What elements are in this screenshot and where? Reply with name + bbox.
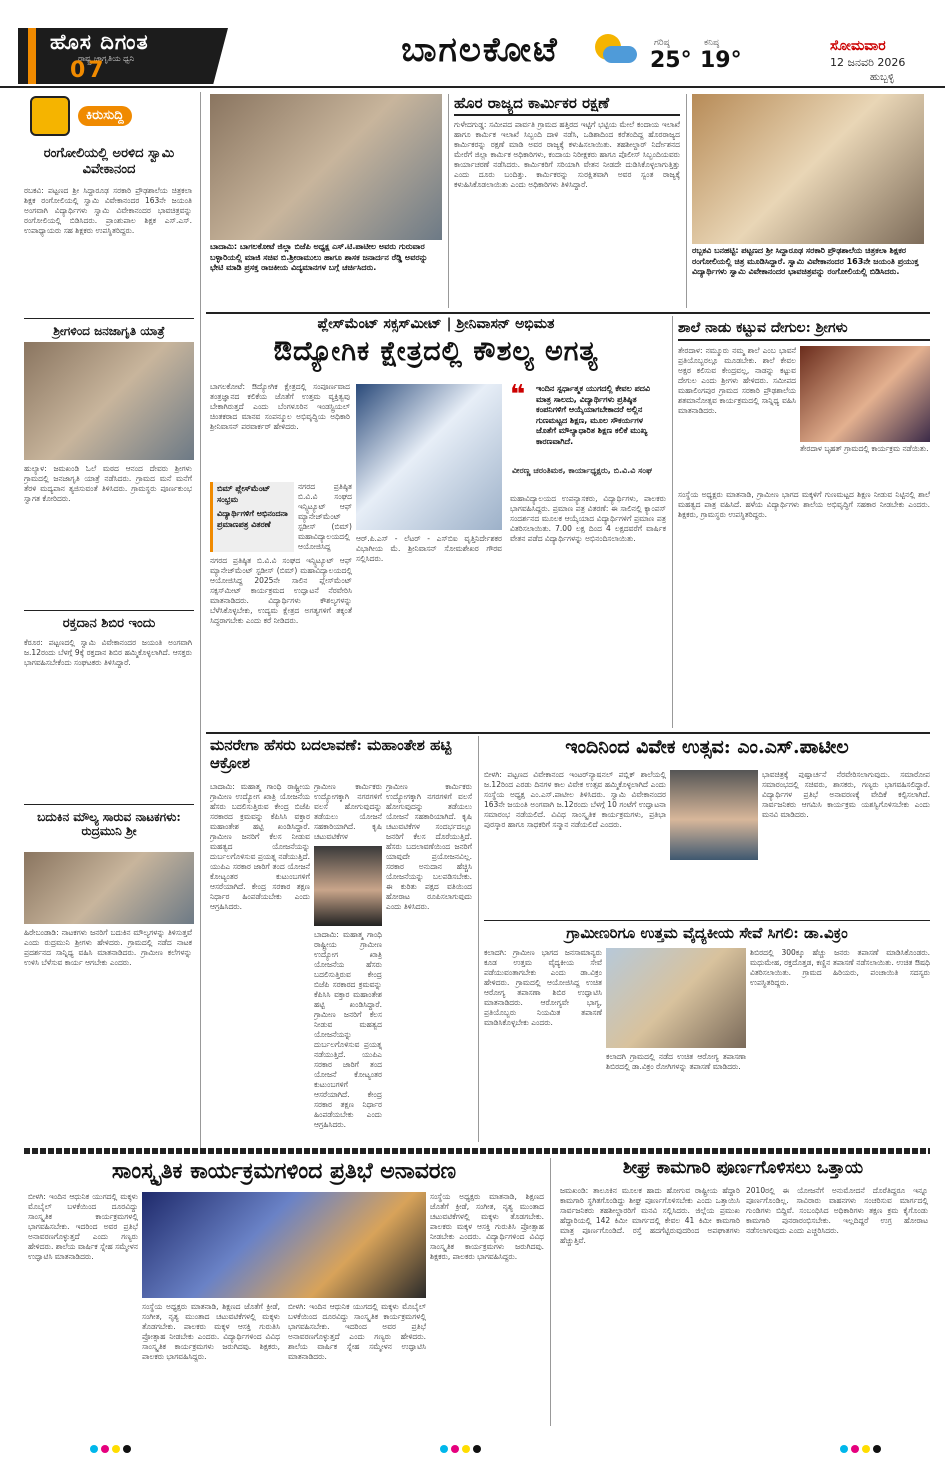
article-body: ಹುಲ್ಯಾಳ: ಜಮಖಂಡಿ ಓಲೆ ಮಠದ ಆನಂದ ದೇವರು ಶ್ರೀಗಳು ಗ್ರಾಮದಲ್ಲಿ ಜನಜಾಗೃತಿ ಯಾತ್ರೆ ನಡೆಸಿದರು. ಗ್ರಾಮದ ಮನೆ ಮನೆಗೆ ತೆರಳಿ ಮದ್ಯಪಾನ ತ್ಯಜಿಸುವಂತೆ ತಿಳಿಸಿದರು. ಗ್ರಾಮಸ್ಥರು ಪೂರ್ಣಕುಂಭ ಸ್ವಾಗತ ಕೋರಿದರು. [24, 464, 192, 503]
article-body: ಬಾದಾಮಿ: ಮಹಾತ್ಮ ಗಾಂಧಿ ರಾಷ್ಟ್ರೀಯ ಗ್ರಾಮೀಣ ಉದ್ಯೋಗ ಖಾತ್ರಿ ಯೋಜನೆಯ ಹೆಸರು ಬದಲಿಸುತ್ತಿರುವ ಕೇಂದ್ರ ಬಿಜೆಪಿ ಸರಕಾರದ ಕ್ರಮವನ್ನು ಕೆಪಿಸಿಸಿ ವಕ್ತಾರ ಮಹಾಂತೇಶ ಹಟ್ಟಿ ಖಂಡಿಸಿದ್ದಾರೆ. ಗ್ರಾಮೀಣ ಜನರಿಗೆ ಕೆಲಸ ನೀಡುವ ಮಹತ್ವದ ಯೋಜನೆಯನ್ನು ದುರ್ಬಲಗೊಳಿಸುವ ಪ್ರಯತ್ನ ನಡೆಯುತ್ತಿದೆ. ಯುಪಿಎ ಸರಕಾರ ಜಾರಿಗೆ ತಂದ ಯೋಜನೆ ಕೋಟ್ಯಂತರ ಕುಟುಂಬಗಳಿಗೆ ಆಸರೆಯಾಗಿದೆ. ಕೇಂದ್ರ ಸರಕಾರ ತಕ್ಷಣ ನಿರ್ಧಾರ ಹಿಂಪಡೆಯಬೇಕು ಎಂದು ಆಗ್ರಹಿಸಿದರು. [210, 782, 310, 911]
article-body: ನಗರದ ಪ್ರತಿಷ್ಠಿತ ಬಿ.ವಿ.ವಿ ಸಂಘದ ಇನ್ಸ್ಟಿಟ್ಯೂಟ್ ಆಫ್ ಮ್ಯಾನೇಜ್‌ಮೆಂಟ್ ಸ್ಟಡೀಸ್ (ಬಿಮ್) ಮಹಾವಿದ್ಯಾಲಯದಲ್ಲಿ ಆಯೋಜಿಸಿದ್ದ 2025ನೇ ಸಾಲಿನ ಪ್ಲೇಸ್‌ಮೆಂಟ್ ಸಕ್ಸಸ್‌ಮೀಟ್ ಕಾರ್ಯಕ್ರಮದ ಉದ್ಘಾಟನೆ ನೆರವೇರಿಸಿ ಮಾತನಾಡಿದರು. ವಿದ್ಯಾರ್ಥಿಗಳು ಕೌಶಲ್ಯಗಳನ್ನು ಬೆಳೆಸಿಕೊಳ್ಳಬೇಕು, ಉದ್ಯಮ ಕ್ಷೇತ್ರದ ಅಗತ್ಯಗಳಿಗೆ ತಕ್ಕಂತೆ ಸಿದ್ಧರಾಗಬೇಕು ಎಂದು ಕರೆ ನೀಡಿದರು. [210, 556, 352, 625]
registration-dot [473, 1445, 481, 1453]
column-rule [672, 316, 673, 728]
news-photo [692, 94, 924, 244]
divider [206, 312, 930, 314]
news-photo [24, 342, 194, 460]
registration-dot [462, 1445, 470, 1453]
column-rule [686, 94, 687, 308]
registration-dot [862, 1445, 870, 1453]
news-photo [142, 1192, 426, 1298]
news-photo [24, 852, 194, 924]
column-rule [550, 1158, 551, 1426]
column-rule [200, 92, 201, 1152]
article-title: ಸಾಂಸ್ಕೃತಿಕ ಕಾರ್ಯಕ್ರಮಗಳಿಂದ ಪ್ರತಿಭೆ ಅನಾವರಣ [111, 1158, 457, 1184]
article-title: ಮನರೇಗಾ ಹೆಸರು ಬದಲಾವಣೆ: ಮಹಾಂತೇಶ ಹಟ್ಟಿ ಆಕ್ರೋಶ [210, 736, 452, 772]
logo-stripe [28, 28, 36, 84]
max-temp: 25° [650, 48, 692, 73]
min-temp-label: ಕನಿಷ್ಠ [704, 38, 720, 48]
page-number: 07 [70, 58, 107, 83]
highlight-item: ಬಿಮ್ ಪ್ಲೇಸ್‌ಮೆಂಟ್ ಸಂಭ್ರಮ [217, 484, 271, 504]
registration-dot [840, 1445, 848, 1453]
registration-dot [101, 1445, 109, 1453]
article-body: ಬಾದಾಮಿ: ಮಹಾತ್ಮ ಗಾಂಧಿ ರಾಷ್ಟ್ರೀಯ ಗ್ರಾಮೀಣ ಉದ್ಯೋಗ ಖಾತ್ರಿ ಯೋಜನೆಯ ಹೆಸರು ಬದಲಿಸುತ್ತಿರುವ ಕೇಂದ್ರ ಬಿಜೆಪಿ ಸರಕಾರದ ಕ್ರಮವನ್ನು ಕೆಪಿಸಿಸಿ ವಕ್ತಾರ ಮಹಾಂತೇಶ ಹಟ್ಟಿ ಖಂಡಿಸಿದ್ದಾರೆ. ಗ್ರಾಮೀಣ ಜನರಿಗೆ ಕೆಲಸ ನೀಡುವ ಮಹತ್ವದ ಯೋಜನೆಯನ್ನು ದುರ್ಬಲಗೊಳಿಸುವ ಪ್ರಯತ್ನ ನಡೆಯುತ್ತಿದೆ. ಯುಪಿಎ ಸರಕಾರ ಜಾರಿಗೆ ತಂದ ಯೋಜನೆ ಕೋಟ್ಯಂತರ ಕುಟುಂಬಗಳಿಗೆ ಆಸರೆಯಾಗಿದೆ. ಕೇಂದ್ರ ಸರಕಾರ ತಕ್ಷಣ ನಿರ್ಧಾರ ಹಿಂಪಡೆಯಬೇಕು ಎಂದು ಆಗ್ರಹಿಸಿದರು. [314, 930, 382, 1129]
portrait-photo [314, 846, 382, 926]
article-body: ಸಂಸ್ಥೆಯ ಅಧ್ಯಕ್ಷರು ಮಾತನಾಡಿ, ಶಿಕ್ಷಣದ ಜೊತೆಗೆ ಕ್ರೀಡೆ, ಸಂಗೀತ, ನೃತ್ಯ ಮುಂತಾದ ಚಟುವಟಿಕೆಗಳಲ್ಲಿ ಮಕ್ಕಳು ತೊಡಗಬೇಕು. ಪಾಲಕರು ಮಕ್ಕಳ ಆಸಕ್ತಿ ಗುರುತಿಸಿ ಪ್ರೋತ್ಸಾಹ ನೀಡಬೇಕು ಎಂದರು. ವಿದ್ಯಾರ್ಥಿಗಳಿಂದ ವಿವಿಧ ಸಾಂಸ್ಕೃತಿಕ ಕಾರ್ಯಕ್ರಮಗಳು ಜರುಗಿದವು. ಶಿಕ್ಷಕರು, ಪಾಲಕರು ಭಾಗವಹಿಸಿದ್ದರು. [142, 1302, 280, 1361]
logo-tagline: ರಾಷ್ಟ್ರ ಜಾಗೃತಿಯ ಧ್ವನಿ [78, 54, 135, 63]
article-body: ಹಿರೇಬಂಡಾಡಿ: ನಾಟಕಗಳು ಜನರಿಗೆ ಬದುಕಿನ ಮೌಲ್ಯಗಳನ್ನು ತಿಳಿಸುತ್ತವೆ ಎಂದು ರುದ್ರಮುನಿ ಶ್ರೀಗಳು ಹೇಳಿದರು. ಗ್ರಾಮದಲ್ಲಿ ನಡೆದ ನಾಟಕ ಪ್ರದರ್ಶನದ ಸಾನ್ನಿಧ್ಯ ವಹಿಸಿ ಮಾತನಾಡಿದರು. ಗ್ರಾಮೀಣ ಕಲೆಗಳನ್ನು ಉಳಿಸಿ ಬೆಳೆಸುವ ಕಾರ್ಯ ಆಗಬೇಕು ಎಂದರು. [24, 928, 192, 967]
lead-kicker: ಪ್ಲೇಸ್‌ಮೆಂಟ್ ಸಕ್ಸಸ್‌ಮೀಟ್ | ಶ್ರೀನಿವಾಸನ್ ಅಭಿಮತ [317, 316, 555, 332]
portrait-photo [670, 770, 758, 860]
photo-caption: ರಬ್ಬಕವಿ ಬನಹಟ್ಟಿ: ಪಟ್ಟಣದ ಶ್ರೀ ಸಿದ್ದಾರೂಢ ಸರಕಾರಿ ಪ್ರೌಢಶಾಲೆಯ ಚಿತ್ರಕಲಾ ಶಿಕ್ಷಕರ ರಂಗೋಲಿಯಲ್ಲಿ ಚಿತ್ರ ಮೂಡಿಸಿದ್ದಾರೆ. ಸ್ವಾಮಿ ವಿವೇಕಾನಂದರ 163ನೇ ಜಯಂತಿ ಪ್ರಯುಕ್ತ ವಿದ್ಯಾರ್ಥಿಗಳು ಸ್ವಾಮಿ ವಿವೇಕಾನಂದರ ಭಾವಚಿತ್ರವನ್ನು ರಂಗೋಲಿಯಲ್ಲಿ ಬಿಡಿಸಿದರು. [692, 246, 919, 276]
registration-dot [440, 1445, 448, 1453]
article-body: ಮಹಾವಿದ್ಯಾಲಯದ ಉಪನ್ಯಾಸಕರು, ವಿದ್ಯಾರ್ಥಿಗಳು, ಪಾಲಕರು ಭಾಗವಹಿಸಿದ್ದರು. ಪ್ರಮಾಣ ಪತ್ರ ವಿತರಣೆ: ಈ ಸಾಲಿನಲ್ಲಿ ಕ್ಯಾಂಪಸ್ ಸಂದರ್ಶನದ ಮೂಲಕ ಆಯ್ಕೆಯಾದ ವಿದ್ಯಾರ್ಥಿಗಳಿಗೆ ಪ್ರಮಾಣ ಪತ್ರ ವಿತರಿಸಲಾಯಿತು. 7.00 ಲಕ್ಷ ದಿಂದ 4 ಲಕ್ಷದವರೆಗೆ ವಾರ್ಷಿಕ ವೇತನ ಪಡೆದ ವಿದ್ಯಾರ್ಥಿಗಳನ್ನು ಅಭಿನಂದಿಸಲಾಯಿತು. [510, 494, 666, 543]
news-photo [606, 948, 746, 1048]
divider [206, 732, 930, 734]
photo-caption: ಕಲಾದಗಿ ಗ್ರಾಮದಲ್ಲಿ ನಡೆದ ಉಚಿತ ಆರೋಗ್ಯ ತಪಾಸಣಾ ಶಿಬಿರದಲ್ಲಿ ಡಾ.ವಿಕ್ರಂ ರೋಗಿಗಳನ್ನು ತಪಾಸಣೆ ಮಾಡಿದರು. [606, 1052, 746, 1071]
article-body: 2010ರಲ್ಲಿ ಈ ಯೋಜನೆಗೆ ಅನುಮೋದನೆ ದೊರೆತಿದ್ದರೂ ಇನ್ನೂ ಪೂರ್ಣಗೊಂಡಿಲ್ಲ. ಸಾವಿರಾರು ವಾಹನಗಳು ಸಂಚರಿಸುವ ಮಾರ್ಗದಲ್ಲಿ ಗುಂಡಿಗಳು ಬಿದ್ದಿವೆ. ಸಂಬಂಧಿಸಿದ ಅಧಿಕಾರಿಗಳು ತಕ್ಷಣ ಕ್ರಮ ಕೈಗೊಂಡು ಕಾಮಗಾರಿ ಪುನರಾರಂಭಿಸಬೇಕು. ಇಲ್ಲದಿದ್ದರೆ ಉಗ್ರ ಹೋರಾಟ ನಡೆಸಲಾಗುವುದು ಎಂದು ಎಚ್ಚರಿಸಿದರು. [746, 1186, 928, 1235]
article-body: ನಗರದ ಪ್ರತಿಷ್ಠಿತ ಬಿ.ವಿ.ವಿ ಸಂಘದ ಇನ್ಸ್ಟಿಟ್ಯೂಟ್ ಆಫ್ ಮ್ಯಾನೇಜ್‌ಮೆಂಟ್ ಸ್ಟಡೀಸ್ (ಬಿಮ್) ಮಹಾವಿದ್ಯಾಲಯದಲ್ಲಿ ಆಯೋಜಿಸಿದ್ದ [298, 482, 352, 551]
article-body: ಬೀಳಗಿ: ಇಂದಿನ ಆಧುನಿಕ ಯುಗದಲ್ಲಿ ಮಕ್ಕಳು ಮೊಬೈಲ್ ಬಳಕೆಯಿಂದ ದೂರವಿದ್ದು ಸಾಂಸ್ಕೃತಿಕ ಕಾರ್ಯಕ್ರಮಗಳಲ್ಲಿ ಭಾಗವಹಿಸಬೇಕು. ಇದರಿಂದ ಅವರ ಪ್ರತಿಭೆ ಅನಾವರಣಗೊಳ್ಳುತ್ತದೆ ಎಂದು ಗಣ್ಯರು ಹೇಳಿದರು. ಶಾಲೆಯ ವಾರ್ಷಿಕ ಸ್ನೇಹ ಸಮ್ಮೇಳನ ಉದ್ಘಾಟಿಸಿ ಮಾತನಾಡಿದರು. [288, 1302, 426, 1361]
newspaper-logo: ಹೊಸ ದಿಗಂತ [50, 30, 149, 54]
article-body: ಗ್ರಾಮೀಣ ಕಾರ್ಮಿಕರು ಉದ್ಯೋಗಕ್ಕಾಗಿ ನಗರಗಳಿಗೆ ವಲಸೆ ಹೋಗುವುದನ್ನು ತಡೆಯಲು ಯೋಜನೆ ಸಹಕಾರಿಯಾಗಿದೆ. ಕೃಷಿ ಚಟುವಟಿಕೆಗಳ [314, 782, 382, 841]
min-temp: 19° [700, 48, 742, 73]
quote-attribution: ವೀರಣ್ಣ ಚರಂತಿಮಠ, ಕಾರ್ಯಾಧ್ಯಕ್ಷರು, ಬಿ.ವಿ.ವಿ ಸಂಘ [512, 466, 652, 475]
news-photo [356, 384, 502, 530]
article-title: ಬದುಕಿನ ಮೌಲ್ಯ ಸಾರುವ ನಾಟಕಗಳು: ರುದ್ರಮುನಿ ಶ್ರೀ [37, 810, 181, 839]
quote-icon: ❝ [510, 380, 526, 410]
registration-dot [90, 1445, 98, 1453]
article-title: ರಕ್ತದಾನ ಶಿಬಿರ ಇಂದು [62, 616, 156, 631]
column-rule [448, 94, 449, 308]
article-title: ಶ್ರೀಗಳಿಂದ ಜನಜಾಗೃತಿ ಯಾತ್ರೆ [53, 324, 165, 338]
hand-icon [30, 96, 70, 136]
divider [24, 318, 194, 319]
registration-dot [123, 1445, 131, 1453]
article-body: ಬಾಗಲಕೋಟೆ: ಔದ್ಯೋಗಿಕ ಕ್ಷೇತ್ರದಲ್ಲಿ ಸಂಪೂರ್ಣವಾದ ತಂತ್ರಜ್ಞಾನದ ಕಲಿಕೆಯ ಜೊತೆಗೆ ಉತ್ತಮ ವ್ಯಕ್ತಿತ್ವವು ಬೇಕಾಗಿರುತ್ತದೆ ಎಂದು ಬೆಂಗಳೂರಿನ ಇಂಡಸ್ಟ್ರಿಯಲ್ ಚಿಂತಕರಾದ ಮಾನವ ಸಂಪನ್ಮೂಲ ಅಭಿವೃದ್ಧಿಯ ಅಧಿಕಾರಿ ಶ್ರೀನಿವಾಸನ್ ಪರವಾರ್ಕರ್ ಹೇಳಿದರು. [210, 382, 350, 431]
article-body: ತೇರದಾಳ: ನಮ್ಮೂರು ನಮ್ಮ ಶಾಲೆ ಎಂಬ ಭಾವನೆ ಪ್ರತಿಯೊಬ್ಬರಲ್ಲೂ ಮೂಡಬೇಕು. ಶಾಲೆ ಕೇವಲ ಅಕ್ಷರ ಕಲಿಸುವ ಕೇಂದ್ರವಲ್ಲ, ನಾಡನ್ನು ಕಟ್ಟುವ ದೇಗುಲ ಎಂದು ಶ್ರೀಗಳು ಹೇಳಿದರು. ಸಮೀಪದ ಮಹಾಲಿಂಗಪುರ ಗ್ರಾಮದ ಸರಕಾರಿ ಪ್ರೌಢಶಾಲೆಯ ಶತಮಾನೋತ್ಸವ ಕಾರ್ಯಕ್ರಮದಲ್ಲಿ ಸಾನ್ನಿಧ್ಯ ವಹಿಸಿ ಮಾತನಾಡಿದರು. [678, 346, 796, 415]
article-title: ಗ್ರಾಮೀಣರಿಗೂ ಉತ್ತಮ ವೈದ್ಯಕೀಯ ಸೇವೆ ಸಿಗಲಿ: ಡಾ.ವಿಕ್ರಂ [566, 924, 848, 942]
article-body: ಬೀಳಗಿ: ಇಂದಿನ ಆಧುನಿಕ ಯುಗದಲ್ಲಿ ಮಕ್ಕಳು ಮೊಬೈಲ್ ಬಳಕೆಯಿಂದ ದೂರವಿದ್ದು ಸಾಂಸ್ಕೃತಿಕ ಕಾರ್ಯಕ್ರಮಗಳಲ್ಲಿ ಭಾಗವಹಿಸಬೇಕು. ಇದರಿಂದ ಅವರ ಪ್ರತಿಭೆ ಅನಾವರಣಗೊಳ್ಳುತ್ತದೆ ಎಂದು ಗಣ್ಯರು ಹೇಳಿದರು. ಶಾಲೆಯ ವಾರ್ಷಿಕ ಸ್ನೇಹ ಸಮ್ಮೇಳನ ಉದ್ಘಾಟಿಸಿ ಮಾತನಾಡಿದರು. [28, 1192, 138, 1261]
column-rule [478, 736, 479, 1142]
article-body: ರಬಕವಿ: ಪಟ್ಟಣದ ಶ್ರೀ ಸಿದ್ದಾರೂಢ ಸರಕಾರಿ ಪ್ರೌಢಶಾಲೆಯ ಚಿತ್ರಕಲಾ ಶಿಕ್ಷಕ ರಂಗೋಲಿಯಲ್ಲಿ ಸ್ವಾಮಿ ವಿವೇಕಾನಂದರ 163ನೇ ಜಯಂತಿ ಅಂಗವಾಗಿ ವಿದ್ಯಾರ್ಥಿಗಳು ಸ್ವಾಮಿ ವಿವೇಕಾನಂದರ ಭಾವಚಿತ್ರವನ್ನು ರಂಗೋಲಿಯಲ್ಲಿ ಬಿಡಿಸಿದರು. ಪ್ರಾಂಶುಪಾಲ ಶಿಕ್ಷಕ ಎಸ್.ಎಸ್. ಉಪಾಧ್ಯಾಯರು ಸಹ ಶಿಕ್ಷಕರು ಉಪಸ್ಥಿತರಿದ್ದರು. [24, 186, 192, 235]
photo-caption: ಬಾದಾಮಿ: ಬಾಗಲಕೋಟೆ ಜಿಲ್ಲಾ ಬಿಜೆಪಿ ಅಧ್ಯಕ್ಷ ಎಸ್.ಟಿ.ಪಾಟೀಲ ಅವರು ಗುರುವಾರ ಬಳ್ಳಾರಿಯಲ್ಲಿ ಮಾಜಿ ಸಚಿವ ಬಿ.ಶ್ರೀರಾಮುಲು ಹಾಗೂ ಶಾಸಕ ಜನಾರ್ದನ ರೆಡ್ಡಿ ಅವರನ್ನು ಭೇಟಿ ಮಾಡಿ ಪ್ರಸಕ್ತ ರಾಜಕೀಯ ವಿದ್ಯಮಾನಗಳ ಬಗ್ಗೆ ಚರ್ಚಿಸಿದರು. [210, 242, 428, 272]
article-body: ಕಲಾದಗಿ: ಗ್ರಾಮೀಣ ಭಾಗದ ಜನಸಾಮಾನ್ಯರು ಕೂಡ ಉತ್ತಮ ವೈದ್ಯಕೀಯ ಸೇವೆ ಪಡೆಯುವಂತಾಗಬೇಕು ಎಂದು ಡಾ.ವಿಕ್ರಂ ಹೇಳಿದರು. ಗ್ರಾಮದಲ್ಲಿ ಆಯೋಜಿಸಿದ್ದ ಉಚಿತ ಆರೋಗ್ಯ ತಪಾಸಣಾ ಶಿಬಿರ ಉದ್ಘಾಟಿಸಿ ಮಾತನಾಡಿದರು. ಆರೋಗ್ಯವೇ ಭಾಗ್ಯ, ಪ್ರತಿಯೊಬ್ಬರು ನಿಯಮಿತ ತಪಾಸಣೆ ಮಾಡಿಸಿಕೊಳ್ಳಬೇಕು ಎಂದರು. [484, 948, 602, 1027]
registration-dot [112, 1445, 120, 1453]
article-title: ಶಾಲೆ ನಾಡು ಕಟ್ಟುವ ದೇಗುಲ: ಶ್ರೀಗಳು [678, 320, 930, 341]
article-title: ರಂಗೋಲಿಯಲ್ಲಿ ಅರಳಿದ ಸ್ವಾಮಿ ವಿವೇಕಾನಂದ [43, 146, 175, 177]
news-photo [800, 346, 930, 442]
color-registration-marks [840, 1438, 884, 1457]
highlight-item: ವಿದ್ಯಾರ್ಥಿಗಳಿಗೆ ಅಭಿನಂದನಾ ಪ್ರಮಾಣಪತ್ರ ವಿತರಣೆ [217, 509, 288, 529]
color-registration-marks [440, 1438, 484, 1457]
article-body: ಸಂಸ್ಥೆಯ ಅಧ್ಯಕ್ಷರು ಮಾತನಾಡಿ, ಶಿಕ್ಷಣದ ಜೊತೆಗೆ ಕ್ರೀಡೆ, ಸಂಗೀತ, ನೃತ್ಯ ಮುಂತಾದ ಚಟುವಟಿಕೆಗಳಲ್ಲಿ ಮಕ್ಕಳು ತೊಡಗಬೇಕು. ಪಾಲಕರು ಮಕ್ಕಳ ಆಸಕ್ತಿ ಗುರುತಿಸಿ ಪ್ರೋತ್ಸಾಹ ನೀಡಬೇಕು ಎಂದರು. ವಿದ್ಯಾರ್ಥಿಗಳಿಂದ ವಿವಿಧ ಸಾಂಸ್ಕೃತಿಕ ಕಾರ್ಯಕ್ರಮಗಳು ಜರುಗಿದವು. ಶಿಕ್ಷಕರು, ಪಾಲಕರು ಭಾಗವಹಿಸಿದ್ದರು. [430, 1192, 544, 1261]
cloud-icon [603, 46, 637, 63]
article-body: ಕೆರೂರ: ಪಟ್ಟಣದಲ್ಲಿ ಸ್ವಾಮಿ ವಿವೇಕಾನಂದರ ಜಯಂತಿ ಅಂಗವಾಗಿ ಜ.12ರಂದು ಬೆಳಗ್ಗೆ 9ಕ್ಕೆ ರಕ್ತದಾನ ಶಿಬಿರ ಹಮ್ಮಿಕೊಳ್ಳಲಾಗಿದೆ. ಆಸಕ್ತರು ಭಾಗವಹಿಸಬೇಕೆಂದು ಸಂಘಟಕರು ತಿಳಿಸಿದ್ದಾರೆ. [24, 638, 192, 667]
lead-headline: ಔದ್ಯೋಗಿಕ ಕ್ಷೇತ್ರದಲ್ಲಿ ಕೌಶಲ್ಯ ಅಗತ್ಯ [273, 336, 599, 367]
weekday: ಸೋಮವಾರ [830, 38, 886, 54]
pull-quote: ಇಂದಿನ ಸ್ಪರ್ಧಾತ್ಮಕ ಯುಗದಲ್ಲಿ ಕೇವಲ ಪದವಿ ಮಾತ್ರ ಸಾಲದು, ವಿದ್ಯಾರ್ಥಿಗಳು ಪ್ರತಿಷ್ಠಿತ ಕಂಪನಿಗಳಿಗೆ ಆಯ್ಕೆಯಾಗಬೇಕಾದರೆ ಅಲ್ಲಿನ ಗುಣಮಟ್ಟದ ಶಿಕ್ಷಣ, ಮೂಲ ಸೌಕರ್ಯಗಳ ಜೊತೆಗೆ ಮೌಲ್ಯಾಧಾರಿತ ಶಿಕ್ಷಣ ಕಲಿಕೆ ಮುಖ್ಯ ಕಾರಣವಾಗಿದೆ. [536, 384, 651, 446]
photo-caption: ತೇರದಾಳ ಬೃಹತ್ ಗ್ರಾಮದಲ್ಲಿ ಕಾರ್ಯಕ್ರಮ ನಡೆಯಿತು. [800, 444, 929, 453]
registration-dot [873, 1445, 881, 1453]
article-body: ಗುಳೇದಗುಡ್ಡ: ಸಮೀಪದ ಪಾರ್ವತಿ ಗ್ರಾಮದ ಹತ್ತಿರದ ಇಟ್ಟಿಗೆ ಭಟ್ಟಿಯ ಮೇಲೆ ಕಂದಾಯ ಇಲಾಖೆ ಹಾಗೂ ಕಾರ್ಮಿಕ ಇಲಾಖೆ ಸಿಬ್ಬಂದಿ ದಾಳಿ ನಡೆಸಿ, ಒಡಿಶಾದಿಂದ ಕರೆತಂದಿದ್ದ ಹೊರರಾಜ್ಯದ ಕಾರ್ಮಿಕರನ್ನು ರಕ್ಷಣೆ ಮಾಡಿ ಅವರ ರಾಜ್ಯಕ್ಕೆ ಕಳುಹಿಸಲಾಯಿತು. ತಹಶೀಲ್ದಾರ್ ನಿರ್ದೇಶನದ ಮೇರೆಗೆ ಜಿಲ್ಲಾ ಕಾರ್ಮಿಕ ಅಧಿಕಾರಿಗಳು, ಕಂದಾಯ ನಿರೀಕ್ಷಕರು ಹಾಗೂ ಪೊಲೀಸ್ ಸಿಬ್ಬಂದಿಯವರು ಕಾರ್ಯಾಚರಣೆ ನಡೆಸಿದರು. ಕಾರ್ಮಿಕರಿಗೆ ಸರಿಯಾಗಿ ವೇತನ ನೀಡದೇ ದುಡಿಸಿಕೊಳ್ಳಲಾಗುತ್ತಿತ್ತು ಎಂದು ದೂರು ಬಂದಿತ್ತು. ಕಾರ್ಮಿಕರನ್ನು ಸುರಕ್ಷಿತವಾಗಿ ಅವರ ಸ್ವಂತ ರಾಜ್ಯಕ್ಕೆ ಕಳುಹಿಸಿಕೊಡಲಾಯಿತು ಎಂದು ಅಧಿಕಾರಿಗಳು ತಿಳಿಸಿದ್ದಾರೆ. [454, 120, 680, 189]
date: 12 ಜನವರಿ 2026 [830, 56, 906, 69]
news-photo [210, 94, 442, 240]
article-body: ಜಮಖಂಡಿ: ತಾಲೂಕಿನ ಮೂಲಕ ಹಾದು ಹೋಗುವ ರಾಷ್ಟ್ರೀಯ ಹೆದ್ದಾರಿ ಕಾಮಗಾರಿ ಸ್ಥಗಿತಗೊಂಡಿದ್ದು ಶೀಘ್ರ ಪೂರ್ಣಗೊಳಿಸಬೇಕು ಎಂದು ಒತ್ತಾಯಿಸಿ ಸಾರ್ವಜನಿಕರು ತಹಶೀಲ್ದಾರರಿಗೆ ಮನವಿ ಸಲ್ಲಿಸಿದರು. ಜಿಲ್ಲೆಯ ಪ್ರಮುಖ ಹೆದ್ದಾರಿಯಲ್ಲಿ 142 ಕಿಮೀ ಮಾರ್ಗದಲ್ಲಿ ಕೇವಲ 41 ಕಿಮೀ ಕಾಮಗಾರಿ ಮಾತ್ರ ಪೂರ್ಣಗೊಂಡಿದೆ. ರಸ್ತೆ ಹದಗೆಟ್ಟಿರುವುದರಿಂದ ಅಪಘಾತಗಳು ಹೆಚ್ಚುತ್ತಿವೆ. [560, 1186, 740, 1245]
article-body: ಬೀಳಗಿ: ಪಟ್ಟಣದ ವಿವೇಕಾನಂದ ಇಂಟರ್‌ನ್ಯಾಷನಲ್ ಪಬ್ಲಿಕ್ ಶಾಲೆಯಲ್ಲಿ ಜ.12ರಿಂದ ಎರಡು ದಿನಗಳ ಕಾಲ ವಿವೇಕ ಉತ್ಸವ ಹಮ್ಮಿಕೊಳ್ಳಲಾಗಿದೆ ಎಂದು ಸಂಸ್ಥೆಯ ಅಧ್ಯಕ್ಷ ಎಂ.ಎಸ್.ಪಾಟೀಲ ತಿಳಿಸಿದರು. ಸ್ವಾಮಿ ವಿವೇಕಾನಂದರ 163ನೇ ಜಯಂತಿ ಅಂಗವಾಗಿ ಜ.12ರಂದು ಬೆಳಗ್ಗೆ 10 ಗಂಟೆಗೆ ಉದ್ಘಾಟನಾ ಸಮಾರಂಭ ನಡೆಯಲಿದೆ. ವಿವಿಧ ಸಾಂಸ್ಕೃತಿಕ ಕಾರ್ಯಕ್ರಮಗಳು, ಪ್ರತಿಭಾ ಪುರಸ್ಕಾರ ಹಾಗೂ ಸಾಧಕರಿಗೆ ಸನ್ಮಾನ ನಡೆಯಲಿದೆ ಎಂದರು. [484, 770, 666, 829]
print-place: ಹುಬ್ಬಳ್ಳಿ [870, 72, 895, 83]
divider [484, 920, 930, 921]
article-body: ಭಾವಚಿತ್ರಕ್ಕೆ ಪುಷ್ಪಾರ್ಚನೆ ನೆರವೇರಿಸಲಾಗುವುದು. ಸಮಾರೋಪ ಸಮಾರಂಭದಲ್ಲಿ ಸಚಿವರು, ಶಾಸಕರು, ಗಣ್ಯರು ಭಾಗವಹಿಸಲಿದ್ದಾರೆ. ವಿದ್ಯಾರ್ಥಿಗಳ ಪ್ರತಿಭೆ ಅನಾವರಣಕ್ಕೆ ವೇದಿಕೆ ಕಲ್ಪಿಸಲಾಗಿದೆ. ಸಾರ್ವಜನಿಕರು ಆಗಮಿಸಿ ಕಾರ್ಯಕ್ರಮ ಯಶಸ್ವಿಗೊಳಿಸಬೇಕು ಎಂದು ಮನವಿ ಮಾಡಿದರು. [762, 770, 930, 819]
article-title: ಶೀಘ್ರ ಕಾಮಗಾರಿ ಪೂರ್ಣಗೊಳಿಸಲು ಒತ್ತಾಯ [622, 1158, 864, 1178]
divider [24, 610, 194, 611]
registration-dot [851, 1445, 859, 1453]
article-body: ಶಿಬಿರದಲ್ಲಿ 300ಕ್ಕೂ ಹೆಚ್ಚು ಜನರು ತಪಾಸಣೆ ಮಾಡಿಸಿಕೊಂಡರು. ಮಧುಮೇಹ, ರಕ್ತದೊತ್ತಡ, ಕಣ್ಣಿನ ತಪಾಸಣೆ ನಡೆಸಲಾಯಿತು. ಉಚಿತ ಔಷಧಿ ವಿತರಿಸಲಾಯಿತು. ಗ್ರಾಮದ ಹಿರಿಯರು, ಪಂಚಾಯಿತಿ ಸದಸ್ಯರು ಉಪಸ್ಥಿತರಿದ್ದರು. [750, 948, 930, 987]
article-body: ಸಂಸ್ಥೆಯ ಅಧ್ಯಕ್ಷರು ಮಾತನಾಡಿ, ಗ್ರಾಮೀಣ ಭಾಗದ ಮಕ್ಕಳಿಗೆ ಗುಣಮಟ್ಟದ ಶಿಕ್ಷಣ ನೀಡುವ ನಿಟ್ಟಿನಲ್ಲಿ ಶಾಲೆ ಮಹತ್ವದ ಪಾತ್ರ ವಹಿಸಿದೆ. ಹಳೆಯ ವಿದ್ಯಾರ್ಥಿಗಳು ಶಾಲೆಯ ಅಭಿವೃದ್ಧಿಗೆ ಸಹಕಾರ ನೀಡಬೇಕು ಎಂದರು. ಶಿಕ್ಷಕರು, ಗ್ರಾಮಸ್ಥರು ಉಪಸ್ಥಿತರಿದ್ದರು. [678, 490, 930, 519]
divider [24, 804, 194, 805]
article-body: ಗ್ರಾಮೀಣ ಕಾರ್ಮಿಕರು ಉದ್ಯೋಗಕ್ಕಾಗಿ ನಗರಗಳಿಗೆ ವಲಸೆ ಹೋಗುವುದನ್ನು ತಡೆಯಲು ಯೋಜನೆ ಸಹಕಾರಿಯಾಗಿದೆ. ಕೃಷಿ ಚಟುವಟಿಕೆಗಳ ಸಂದರ್ಭದಲ್ಲೂ ಜನರಿಗೆ ಕೆಲಸ ದೊರೆಯುತ್ತಿದೆ. ಹೆಸರು ಬದಲಾವಣೆಯಿಂದ ಜನರಿಗೆ ಯಾವುದೇ ಪ್ರಯೋಜನವಿಲ್ಲ. ಸರಕಾರ ಅನುದಾನ ಹೆಚ್ಚಿಸಿ ಯೋಜನೆಯನ್ನು ಬಲಪಡಿಸಬೇಕು. ಈ ಕುರಿತು ಪಕ್ಷದ ವತಿಯಿಂದ ಹೋರಾಟ ರೂಪಿಸಲಾಗುವುದು ಎಂದು ತಿಳಿಸಿದರು. [386, 782, 472, 911]
edition-name: ಬಾಗಲಕೋಟೆ [401, 30, 559, 70]
article-title: ಹೊರ ರಾಜ್ಯದ ಕಾರ್ಮಿಕರ ರಕ್ಷಣೆ [454, 94, 680, 116]
highlight-box [210, 482, 294, 552]
section-divider [24, 1148, 930, 1154]
article-title: ಇಂದಿನಿಂದ ವಿವೇಕ ಉತ್ಸವ: ಎಂ.ಎಸ್.ಪಾಟೀಲ [565, 736, 849, 758]
photo-caption: ಆರ್.ಪಿ.ಎಸ್ - ಲೆಟರ್ - ಎಸ್‌ಬಿಐ ವೃತ್ತಿನಿರ್ದೇಶಕರ ವಿಭಾಗೀಯ ಮೆ. ಶ್ರೀನಿವಾಸನ್ ಸೋಮಶೇಖರ ಗೌರವ ಸಲ್ಲಿಸಿದರು. [356, 534, 502, 563]
max-temp-label: ಗರಿಷ್ಠ [654, 38, 670, 48]
color-registration-marks [90, 1438, 134, 1457]
kirusuddi-tag: ಕಿರುಸುದ್ದಿ [78, 106, 132, 126]
registration-dot [451, 1445, 459, 1453]
